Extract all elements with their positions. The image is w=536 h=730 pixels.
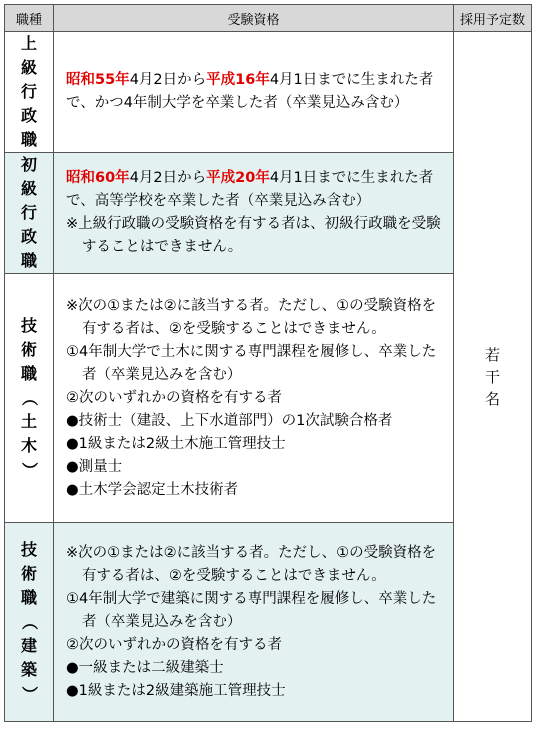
header-row bbox=[5, 5, 532, 32]
qualification-line: ●1級または2級建築施工管理技士 bbox=[66, 682, 286, 699]
qualification-line: ②次のいずれかの資格を有する者 bbox=[66, 636, 282, 653]
era-end: 平成16年 bbox=[206, 72, 270, 88]
job-name: 上級行政職 bbox=[20, 34, 37, 149]
job-cell bbox=[5, 523, 54, 722]
job-name: 技術職（土木） bbox=[19, 316, 39, 479]
table-row bbox=[5, 153, 532, 274]
table-row bbox=[5, 523, 532, 722]
job-name: 技術職（建築） bbox=[19, 540, 39, 703]
qualification-note: ※上級行政職の受験資格を有する者は、初級行政職を受験することはできません。 bbox=[66, 216, 441, 255]
qualification-line: ①4年制大学で土木に関する専門課程を履修し、卒業した者（卒業見込みを含む） bbox=[66, 343, 437, 383]
header-count: 採用予定数 bbox=[454, 5, 532, 32]
qualification-line: ②次のいずれかの資格を有する者 bbox=[66, 389, 282, 406]
qualification-cell bbox=[54, 32, 454, 153]
qualification-cell bbox=[54, 523, 454, 722]
table-row bbox=[5, 32, 532, 153]
header-job: 職種 bbox=[5, 5, 54, 32]
qualification-line: ※次の①または②に該当する者。ただし、①の受験資格を有する者は、②を受験することはできません。 bbox=[66, 544, 437, 584]
era-start: 昭和55年 bbox=[66, 72, 130, 88]
job-cell bbox=[5, 32, 54, 153]
era-start: 昭和60年 bbox=[66, 170, 130, 186]
qualification-line: ①4年制大学で建築に関する専門課程を履修し、卒業した者（卒業見込みを含む） bbox=[66, 590, 437, 630]
table-row bbox=[5, 274, 532, 523]
qualification-cell bbox=[54, 153, 454, 274]
qualification-text: 昭和60年4月2日から平成20年4月1日までに生まれた者で、高等学校を卒業した者（卒業見込み含む） bbox=[66, 170, 434, 209]
requirements-table bbox=[4, 4, 532, 722]
qualification-line: ●一級または二級建築士 bbox=[66, 659, 224, 676]
count-cell bbox=[454, 32, 532, 722]
qualification-line: ※次の①または②に該当する者。ただし、①の受験資格を有する者は、②を受験することはできません。 bbox=[66, 297, 437, 337]
era-end: 平成20年 bbox=[206, 170, 270, 186]
job-name: 初級行政職 bbox=[20, 155, 37, 270]
job-cell bbox=[5, 274, 54, 523]
qualification-line: ●1級または2級土木施工管理技士 bbox=[66, 435, 286, 452]
count-value: 若干名 bbox=[484, 345, 500, 408]
qualification-line: ●土木学会認定土木技術者 bbox=[66, 481, 239, 498]
qualification-cell bbox=[54, 274, 454, 523]
qualification-line: ●技術士（建設、上下水道部門）の1次試験合格者 bbox=[66, 412, 393, 429]
job-cell bbox=[5, 153, 54, 274]
qualification-text: 昭和55年4月2日から平成16年4月1日までに生まれた者で、かつ4年制大学を卒業した者（卒業見込み含む） bbox=[66, 72, 434, 111]
header-qualification: 受験資格 bbox=[54, 5, 454, 32]
qualification-line: ●測量士 bbox=[66, 458, 123, 475]
